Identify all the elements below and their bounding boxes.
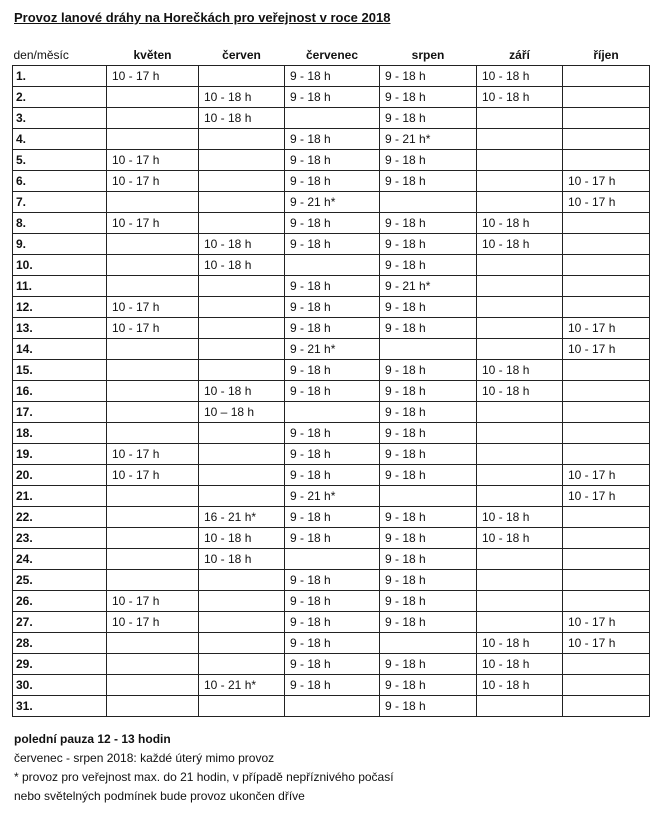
hours-cell: 10 - 18 h [199, 381, 285, 402]
hours-cell: 9 - 18 h [285, 423, 380, 444]
day-cell: 30. [13, 675, 107, 696]
hours-cell [285, 402, 380, 423]
lunch-pause-note: polední pauza 12 - 13 hodin [14, 732, 171, 746]
hours-cell [563, 444, 650, 465]
hours-cell: 9 - 21 h* [285, 339, 380, 360]
hours-cell: 9 - 18 h [380, 318, 477, 339]
table-row [13, 591, 650, 612]
closure-note: červenec - srpen 2018: každé úterý mimo provoz [14, 751, 275, 765]
hours-cell [563, 423, 650, 444]
hours-cell: 9 - 18 h [380, 507, 477, 528]
hours-cell [477, 465, 563, 486]
hours-cell: 9 - 18 h [285, 276, 380, 297]
day-cell: 3. [13, 108, 107, 129]
hours-cell [477, 549, 563, 570]
hours-cell: 9 - 18 h [285, 171, 380, 192]
hours-cell [563, 591, 650, 612]
hours-cell [563, 87, 650, 108]
hours-cell: 10 - 17 h [107, 66, 199, 87]
hours-cell: 16 - 21 h* [199, 507, 285, 528]
day-cell: 22. [13, 507, 107, 528]
hours-cell: 10 - 18 h [477, 87, 563, 108]
column-header-month: srpen [411, 47, 445, 62]
hours-cell [477, 255, 563, 276]
hours-cell: 10 - 17 h [107, 171, 199, 192]
table-row [13, 150, 650, 171]
hours-cell: 9 - 18 h [380, 675, 477, 696]
hours-cell [199, 297, 285, 318]
hours-cell [107, 129, 199, 150]
hours-cell: 9 - 18 h [285, 66, 380, 87]
hours-cell: 9 - 18 h [380, 570, 477, 591]
hours-cell [107, 507, 199, 528]
hours-cell [107, 570, 199, 591]
hours-cell [477, 444, 563, 465]
footnote-line: * provoz pro veřejnost max. do 21 hodin, v případě nepříznivého počasí [14, 770, 394, 784]
day-cell: 17. [13, 402, 107, 423]
hours-cell [563, 360, 650, 381]
footnote-line: nebo světelných podmínek bude provoz ukončen dříve [14, 789, 305, 803]
hours-cell [477, 192, 563, 213]
column-header-month: květen [133, 47, 172, 62]
hours-cell [477, 423, 563, 444]
day-cell: 21. [13, 486, 107, 507]
hours-cell [107, 234, 199, 255]
hours-cell: 10 - 17 h [107, 150, 199, 171]
hours-cell: 9 - 18 h [285, 633, 380, 654]
hours-cell [199, 339, 285, 360]
hours-cell [199, 486, 285, 507]
column-header-month: červen [222, 47, 261, 62]
hours-cell: 10 - 18 h [477, 66, 563, 87]
hours-cell [563, 234, 650, 255]
table-row [13, 402, 650, 423]
table-row [13, 675, 650, 696]
hours-cell [107, 696, 199, 717]
hours-cell [199, 129, 285, 150]
hours-cell [199, 66, 285, 87]
hours-cell: 9 - 18 h [380, 696, 477, 717]
hours-cell [199, 591, 285, 612]
table-row [13, 654, 650, 675]
hours-cell: 9 - 18 h [285, 87, 380, 108]
day-cell: 18. [13, 423, 107, 444]
hours-cell [285, 255, 380, 276]
day-cell: 8. [13, 213, 107, 234]
hours-cell [477, 171, 563, 192]
table-row [13, 549, 650, 570]
hours-cell [563, 675, 650, 696]
hours-cell [285, 696, 380, 717]
table-row [13, 66, 650, 87]
hours-cell [380, 339, 477, 360]
hours-cell [477, 318, 563, 339]
hours-cell: 9 - 18 h [380, 612, 477, 633]
hours-cell: 9 - 18 h [285, 591, 380, 612]
hours-cell: 9 - 18 h [380, 255, 477, 276]
table-row [13, 129, 650, 150]
hours-cell: 9 - 18 h [285, 213, 380, 234]
hours-cell [199, 150, 285, 171]
hours-cell [199, 612, 285, 633]
day-cell: 14. [13, 339, 107, 360]
day-cell: 28. [13, 633, 107, 654]
hours-cell [107, 360, 199, 381]
hours-cell: 10 - 18 h [199, 528, 285, 549]
day-cell: 16. [13, 381, 107, 402]
table-row [13, 171, 650, 192]
hours-cell: 9 - 18 h [285, 318, 380, 339]
hours-cell: 9 - 18 h [285, 444, 380, 465]
hours-cell: 10 - 17 h [563, 486, 650, 507]
hours-cell: 10 – 18 h [199, 402, 285, 423]
hours-cell [107, 654, 199, 675]
hours-cell [107, 108, 199, 129]
day-cell: 5. [13, 150, 107, 171]
table-row [13, 192, 650, 213]
table-row [13, 507, 650, 528]
hours-cell: 10 - 18 h [477, 234, 563, 255]
table-row [13, 465, 650, 486]
table-row [13, 612, 650, 633]
hours-cell [199, 171, 285, 192]
hours-cell: 9 - 18 h [380, 297, 477, 318]
hours-cell [199, 444, 285, 465]
hours-cell: 9 - 21 h* [380, 276, 477, 297]
hours-cell [563, 276, 650, 297]
hours-cell [477, 486, 563, 507]
hours-cell [563, 696, 650, 717]
day-cell: 11. [13, 276, 107, 297]
hours-cell: 9 - 18 h [285, 507, 380, 528]
hours-cell: 9 - 18 h [380, 549, 477, 570]
hours-cell [563, 528, 650, 549]
column-header-month: září [509, 47, 530, 62]
table-row [13, 423, 650, 444]
day-cell: 26. [13, 591, 107, 612]
day-cell: 1. [13, 66, 107, 87]
hours-cell [199, 633, 285, 654]
hours-cell [563, 108, 650, 129]
hours-cell: 10 - 18 h [477, 507, 563, 528]
hours-cell [477, 297, 563, 318]
hours-cell: 10 - 17 h [107, 591, 199, 612]
day-cell: 15. [13, 360, 107, 381]
hours-cell: 9 - 18 h [380, 66, 477, 87]
hours-cell: 10 - 18 h [477, 213, 563, 234]
hours-cell: 10 - 18 h [199, 234, 285, 255]
table-row [13, 276, 650, 297]
hours-cell: 10 - 17 h [563, 612, 650, 633]
hours-cell: 9 - 18 h [285, 528, 380, 549]
day-cell: 31. [13, 696, 107, 717]
hours-cell: 9 - 18 h [380, 171, 477, 192]
hours-cell: 9 - 18 h [285, 612, 380, 633]
day-cell: 10. [13, 255, 107, 276]
day-cell: 27. [13, 612, 107, 633]
day-cell: 12. [13, 297, 107, 318]
hours-cell [477, 612, 563, 633]
hours-cell: 10 - 21 h* [199, 675, 285, 696]
hours-cell [477, 276, 563, 297]
hours-cell [563, 402, 650, 423]
hours-cell [199, 213, 285, 234]
hours-cell: 9 - 18 h [380, 423, 477, 444]
hours-cell: 10 - 18 h [199, 108, 285, 129]
hours-cell: 9 - 18 h [380, 591, 477, 612]
hours-cell [199, 276, 285, 297]
hours-cell: 10 - 17 h [563, 633, 650, 654]
hours-cell: 9 - 18 h [285, 297, 380, 318]
day-cell: 24. [13, 549, 107, 570]
table-row [13, 360, 650, 381]
table-row [13, 213, 650, 234]
hours-cell: 9 - 18 h [380, 528, 477, 549]
hours-cell [107, 675, 199, 696]
table-row [13, 108, 650, 129]
hours-cell [563, 549, 650, 570]
hours-cell [563, 654, 650, 675]
hours-cell: 9 - 18 h [380, 654, 477, 675]
table-row [13, 570, 650, 591]
day-cell: 19. [13, 444, 107, 465]
hours-cell: 9 - 18 h [285, 570, 380, 591]
hours-cell: 9 - 18 h [285, 654, 380, 675]
hours-cell: 9 - 18 h [380, 381, 477, 402]
hours-cell [563, 570, 650, 591]
day-cell: 7. [13, 192, 107, 213]
hours-cell [285, 549, 380, 570]
hours-cell [107, 381, 199, 402]
hours-cell [199, 570, 285, 591]
table-row [13, 633, 650, 654]
hours-cell [380, 633, 477, 654]
hours-cell [107, 255, 199, 276]
hours-cell [285, 108, 380, 129]
day-cell: 2. [13, 87, 107, 108]
table-row [13, 381, 650, 402]
hours-cell: 10 - 17 h [107, 465, 199, 486]
hours-cell: 10 - 17 h [107, 612, 199, 633]
hours-cell: 10 - 18 h [477, 675, 563, 696]
hours-cell [477, 402, 563, 423]
day-cell: 4. [13, 129, 107, 150]
schedule-table [12, 44, 650, 717]
hours-cell: 10 - 18 h [199, 255, 285, 276]
hours-cell [563, 150, 650, 171]
hours-cell: 9 - 18 h [380, 444, 477, 465]
hours-cell [107, 486, 199, 507]
hours-cell: 9 - 18 h [380, 234, 477, 255]
hours-cell [199, 465, 285, 486]
column-header-day-month: den/měsíc [13, 47, 69, 62]
table-row [13, 444, 650, 465]
day-cell: 23. [13, 528, 107, 549]
day-cell: 6. [13, 171, 107, 192]
hours-cell [199, 192, 285, 213]
hours-cell [107, 549, 199, 570]
hours-cell [563, 129, 650, 150]
hours-cell [477, 570, 563, 591]
hours-cell [107, 402, 199, 423]
hours-cell [107, 192, 199, 213]
hours-cell [477, 108, 563, 129]
hours-cell [477, 696, 563, 717]
hours-cell: 9 - 18 h [285, 381, 380, 402]
hours-cell [563, 381, 650, 402]
hours-cell: 10 - 17 h [563, 465, 650, 486]
table-row [13, 255, 650, 276]
hours-cell: 10 - 18 h [477, 528, 563, 549]
hours-cell: 9 - 21 h* [285, 192, 380, 213]
table-row [13, 696, 650, 717]
day-cell: 25. [13, 570, 107, 591]
hours-cell [107, 87, 199, 108]
hours-cell [563, 255, 650, 276]
hours-cell: 10 - 17 h [563, 318, 650, 339]
table-row [13, 528, 650, 549]
hours-cell: 10 - 18 h [477, 360, 563, 381]
hours-cell [107, 339, 199, 360]
hours-cell [199, 423, 285, 444]
hours-cell: 9 - 18 h [380, 108, 477, 129]
hours-cell [477, 591, 563, 612]
table-row [13, 339, 650, 360]
hours-cell [107, 633, 199, 654]
column-header-month: červenec [305, 47, 359, 62]
hours-cell: 9 - 21 h* [380, 129, 477, 150]
hours-cell [563, 297, 650, 318]
hours-cell: 9 - 18 h [285, 360, 380, 381]
notes [14, 730, 394, 806]
hours-cell [380, 192, 477, 213]
hours-cell [477, 339, 563, 360]
table-row [13, 297, 650, 318]
hours-cell: 10 - 17 h [563, 339, 650, 360]
hours-cell: 9 - 21 h* [285, 486, 380, 507]
hours-cell [563, 507, 650, 528]
hours-cell [563, 213, 650, 234]
hours-cell: 10 - 18 h [199, 549, 285, 570]
hours-cell [107, 528, 199, 549]
hours-cell: 10 - 17 h [107, 213, 199, 234]
hours-cell: 9 - 18 h [285, 150, 380, 171]
hours-cell [199, 360, 285, 381]
hours-cell: 9 - 18 h [380, 360, 477, 381]
hours-cell [199, 318, 285, 339]
hours-cell: 9 - 18 h [380, 465, 477, 486]
table-row [13, 318, 650, 339]
hours-cell [477, 129, 563, 150]
hours-cell [199, 696, 285, 717]
table-header-row [13, 44, 650, 66]
hours-cell: 9 - 18 h [380, 87, 477, 108]
hours-cell: 9 - 18 h [285, 129, 380, 150]
hours-cell: 9 - 18 h [285, 234, 380, 255]
day-cell: 20. [13, 465, 107, 486]
table-body [13, 66, 650, 717]
table-row [13, 486, 650, 507]
document-title: Provoz lanové dráhy na Horečkách pro veřejnost v roce 2018 [14, 10, 391, 25]
hours-cell: 10 - 17 h [107, 297, 199, 318]
hours-cell: 10 - 17 h [563, 171, 650, 192]
day-cell: 9. [13, 234, 107, 255]
table-row [13, 234, 650, 255]
hours-cell: 9 - 18 h [380, 402, 477, 423]
hours-cell [107, 423, 199, 444]
hours-cell [563, 66, 650, 87]
hours-cell: 10 - 18 h [477, 654, 563, 675]
hours-cell: 10 - 18 h [477, 381, 563, 402]
hours-cell [477, 150, 563, 171]
hours-cell: 9 - 18 h [380, 150, 477, 171]
table-row [13, 87, 650, 108]
hours-cell: 10 - 17 h [563, 192, 650, 213]
column-header-month: říjen [593, 47, 619, 62]
hours-cell: 9 - 18 h [285, 675, 380, 696]
day-cell: 29. [13, 654, 107, 675]
day-cell: 13. [13, 318, 107, 339]
hours-cell: 10 - 18 h [199, 87, 285, 108]
hours-cell: 10 - 17 h [107, 444, 199, 465]
hours-cell: 9 - 18 h [380, 213, 477, 234]
hours-cell: 9 - 18 h [285, 465, 380, 486]
hours-cell [199, 654, 285, 675]
hours-cell: 10 - 17 h [107, 318, 199, 339]
hours-cell [380, 486, 477, 507]
hours-cell [107, 276, 199, 297]
hours-cell: 10 - 18 h [477, 633, 563, 654]
